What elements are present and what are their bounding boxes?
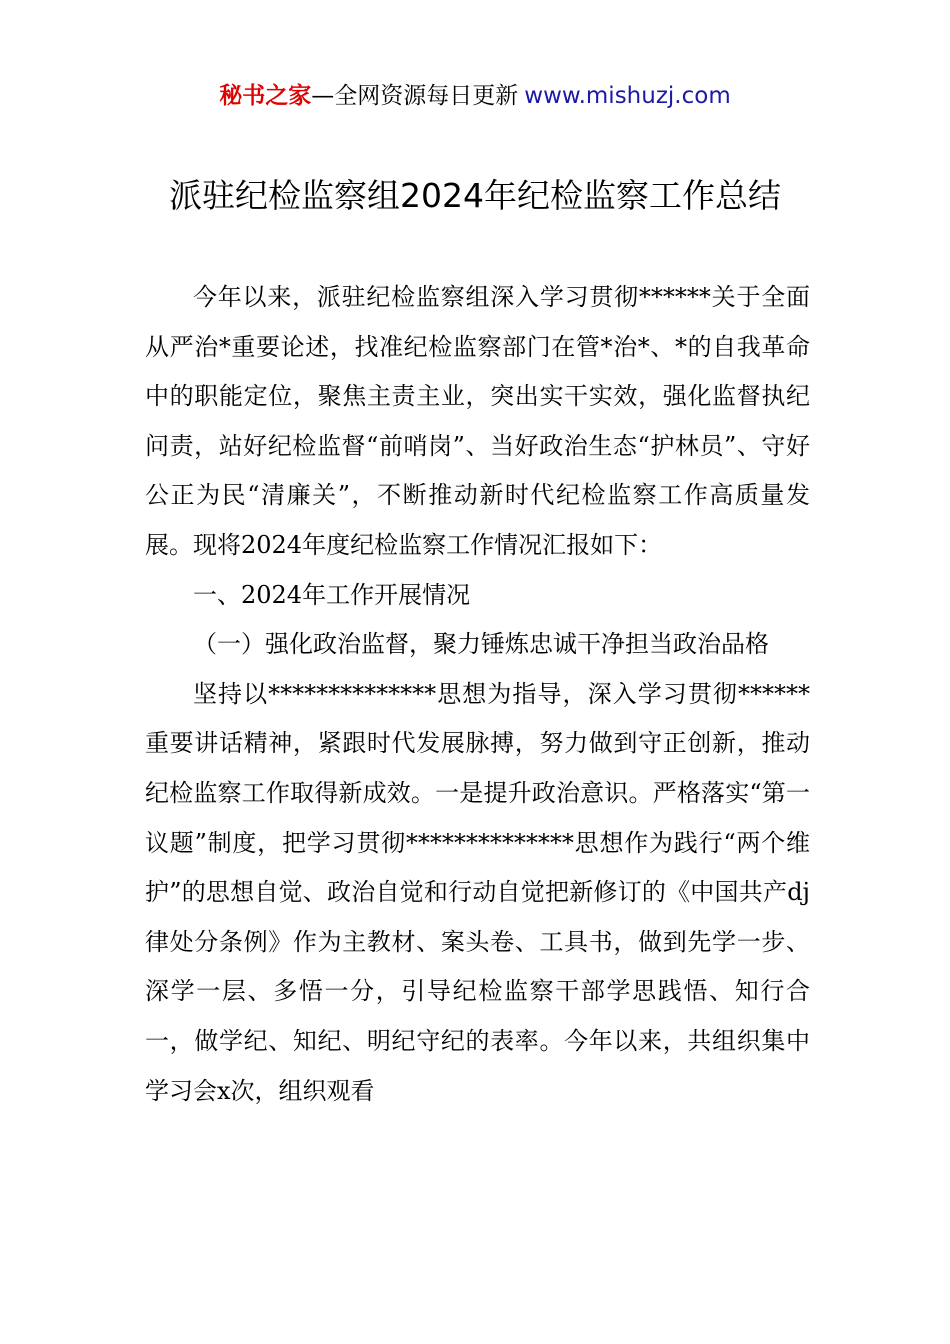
document-body	[145, 273, 810, 1116]
body-paragraph: 坚持以**************思想为指导，深入学习贯彻******重要讲话精神，紧跟时代发展脉搏，努力做到守正创新，推动纪检监察工作取得新成效。一是提升政治意识。严格落实“第一议题”制度，把学习贯彻**************思想作为践行“两个维护”的思想自觉、政治自觉和行动自觉把新修订的《中国共产dj律处分条例》作为主教材、案头卷、工具书，做到先学一步、深学一层、多悟一分，引导纪检监察干部学思践悟、知行合一，做学纪、知纪、明纪守纪的表率。今年以来，共组织集中学习会x次，组织观看	[145, 679, 810, 1105]
intro-paragraph: 今年以来，派驻纪检监察组深入学习贯彻******关于全面从严治*重要论述，找准纪检监察部门在管*治*、*的自我革命中的职能定位，聚焦主责主业，突出实干实效，强化监督执纪问责，站好纪检监督“前哨岗”、当好政治生态“护林员”、守好公正为民“清廉关”，不断推动新时代纪检监察工作高质量发展。现将2024年度纪检监察工作情况汇报如下：	[145, 283, 810, 559]
site-header	[0, 80, 950, 112]
site-brand: 秘书之家	[219, 83, 312, 109]
section-heading: 一、2024年工作开展情况	[193, 580, 471, 609]
document-title: 派驻纪检监察组2024年纪检监察工作总结	[169, 176, 781, 215]
site-tagline: —全网资源每日更新	[311, 83, 519, 109]
site-url-link[interactable]: www.mishuzj.com	[524, 83, 731, 109]
subsection-heading: （一）强化政治监督，聚力锤炼忠诚干净担当政治品格	[193, 630, 769, 659]
